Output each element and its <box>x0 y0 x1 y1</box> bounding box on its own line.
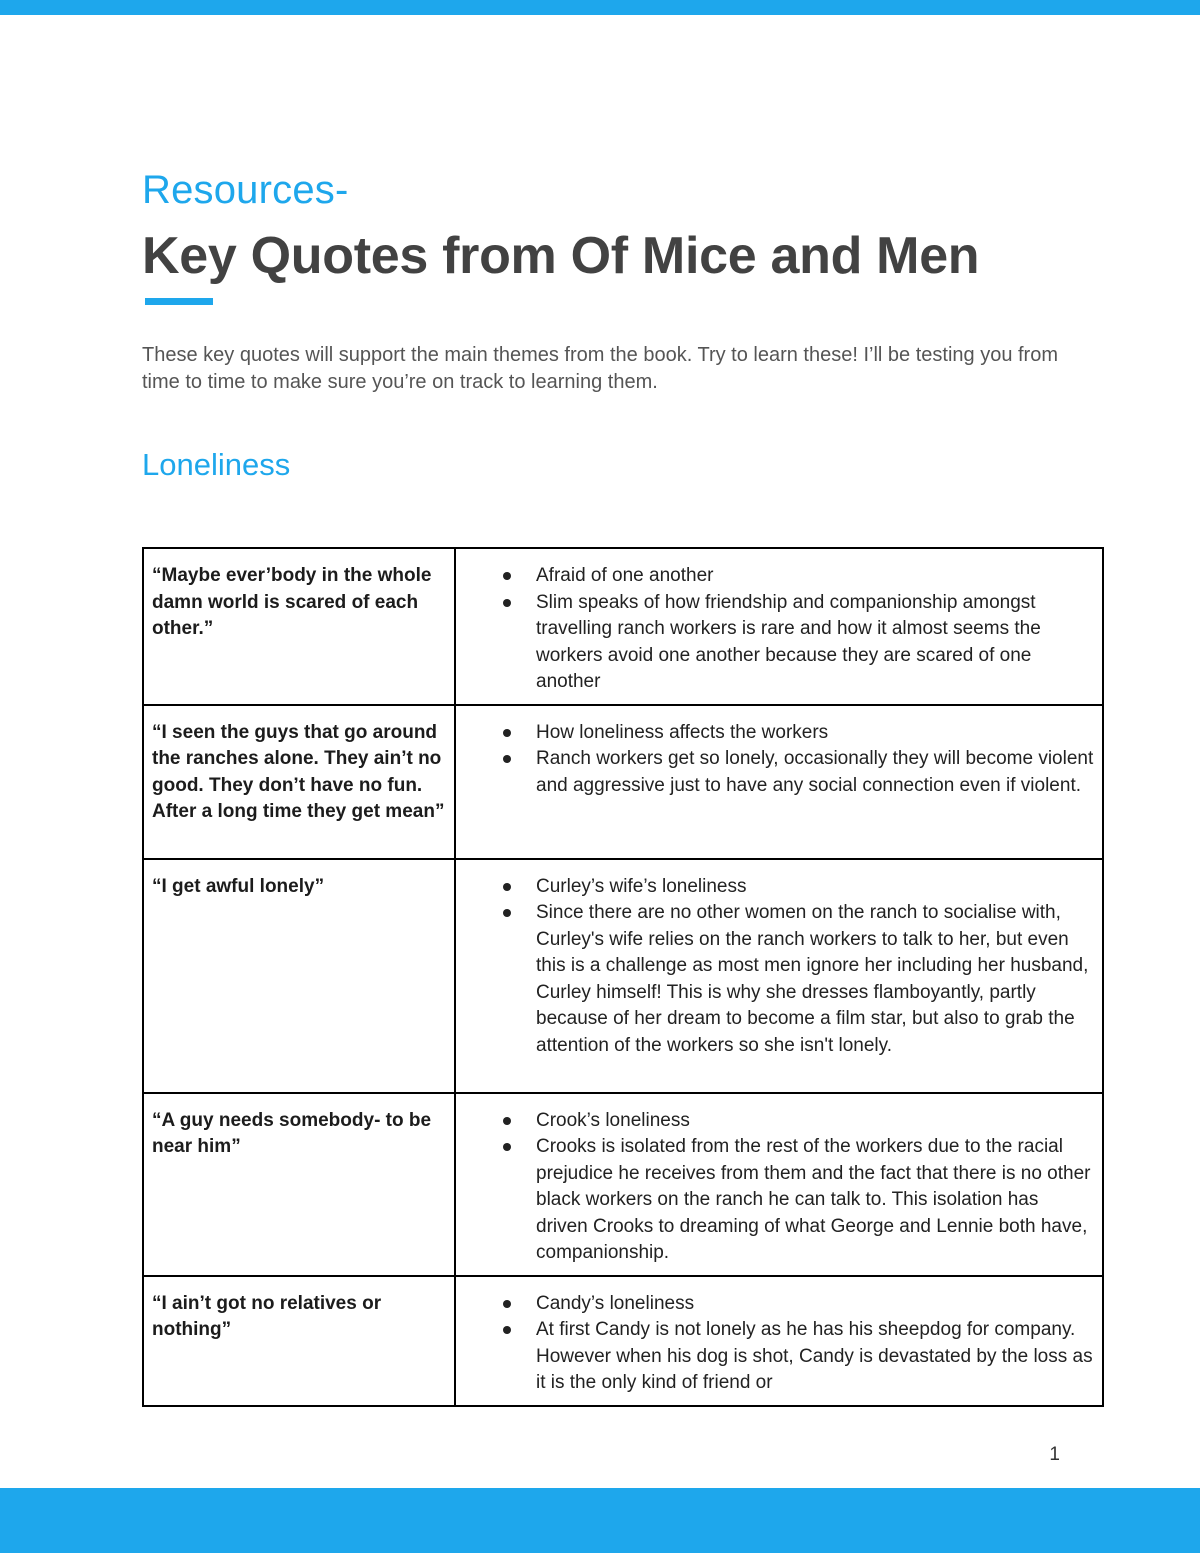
bullet-icon <box>503 1300 511 1308</box>
note-text: At first Candy is not lonely as he has his sheepdog for company. However when his dog is shot, Candy is devastated by the loss as it is the only kind of friend or <box>536 1319 1093 1393</box>
table-row <box>143 1093 1103 1276</box>
notes-list <box>464 1291 1094 1397</box>
table-row <box>143 705 1103 859</box>
bullet-icon <box>503 909 511 917</box>
bottom-accent-bar <box>0 1488 1200 1553</box>
notes-list <box>464 720 1094 800</box>
list-item <box>536 1134 1094 1267</box>
page-number: 1 <box>1049 1444 1060 1465</box>
note-text: Candy’s loneliness <box>536 1292 695 1314</box>
note-text: How loneliness affects the workers <box>536 721 829 743</box>
note-text: Crook’s loneliness <box>536 1109 690 1131</box>
bullet-icon <box>503 755 511 763</box>
note-text: Crooks is isolated from the rest of the workers due to the racial prejudice he receives from them and the fact that there is no other black workers on the ranch he can talk to. This isolation has driven Crooks to dreaming of what George and Lennie both have, companionship. <box>536 1136 1091 1263</box>
bullet-icon <box>503 599 511 607</box>
table-row <box>143 548 1103 705</box>
top-accent-bar <box>0 0 1200 15</box>
list-item <box>536 746 1094 799</box>
notes-list <box>464 874 1094 1060</box>
note-text: Curley’s wife’s loneliness <box>536 875 747 897</box>
quote-cell: “I get awful lonely” <box>143 859 455 1093</box>
bullet-icon <box>503 1326 511 1334</box>
notes-cell <box>455 1276 1103 1406</box>
page-title: Key Quotes from Of Mice and Men <box>142 227 980 285</box>
note-text: Afraid of one another <box>536 565 714 586</box>
bullet-icon <box>503 572 511 580</box>
bullet-icon <box>503 883 511 891</box>
note-text: Ranch workers get so lonely, occasionally they will become violent and aggressive just to have any social connection even if violent. <box>536 748 1094 796</box>
page-subtitle: Resources- <box>142 168 349 212</box>
quote-cell: “I seen the guys that go around the ranches alone. They ain’t no good. They don’t have no fun. After a long time they get mean” <box>143 705 455 859</box>
list-item <box>536 1291 1094 1318</box>
notes-list <box>464 1108 1094 1267</box>
list-item <box>536 563 1094 590</box>
notes-cell <box>455 548 1103 705</box>
notes-list <box>464 563 1094 696</box>
notes-cell <box>455 859 1103 1093</box>
quote-cell: “A guy needs somebody- to be near him” <box>143 1093 455 1276</box>
section-heading-loneliness: Loneliness <box>142 447 291 482</box>
quotes-table <box>142 547 1104 1407</box>
quote-cell: “Maybe ever’body in the whole damn world is scared of each other.” <box>143 548 455 705</box>
table-row <box>143 859 1103 1093</box>
list-item <box>536 590 1094 696</box>
bullet-icon <box>503 1117 511 1125</box>
quote-cell: “I ain’t got no relatives or nothing” <box>143 1276 455 1406</box>
bullet-icon <box>503 1143 511 1151</box>
list-item <box>536 720 1094 747</box>
notes-cell <box>455 1093 1103 1276</box>
list-item <box>536 1317 1094 1397</box>
list-item <box>536 1108 1094 1135</box>
note-text: Slim speaks of how friendship and companionship amongst travelling ranch workers is rare and how it almost seems the workers avoid one another because they are scared of one another <box>536 591 1041 692</box>
intro-paragraph: These key quotes will support the main themes from the book. Try to learn these! I’ll be testing you from time to time to make sure you’re on track to learning them. <box>142 344 1058 393</box>
list-item <box>536 874 1094 901</box>
bullet-icon <box>503 729 511 737</box>
notes-cell <box>455 705 1103 859</box>
list-item <box>536 900 1094 1059</box>
table-row <box>143 1276 1103 1406</box>
title-underline <box>145 298 213 305</box>
note-text: Since there are no other women on the ranch to socialise with, Curley's wife relies on the ranch workers to talk to her, but even this is a challenge as most men ignore her including her husband, Curley himself! This is why she dresses flamboyantly, partly because of her dream to become a film star, but also to grab the attention of the workers so she isn't lonely. <box>536 902 1089 1056</box>
